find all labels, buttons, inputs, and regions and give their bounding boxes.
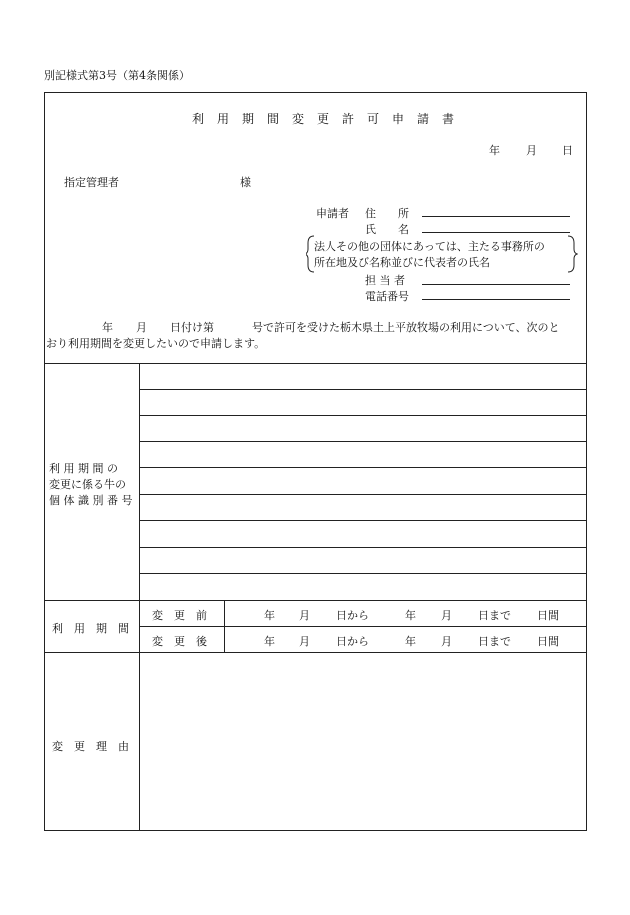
- period-after-label: 変 更 後: [152, 635, 207, 648]
- phone-field[interactable]: [422, 299, 570, 300]
- addressee-label: 指定管理者: [64, 176, 119, 189]
- period-after-days: 日間: [537, 635, 559, 648]
- corp-note-line1: 法人その他の団体にあっては、主たる事務所の: [314, 240, 545, 253]
- period-after-month: 月: [299, 635, 310, 648]
- period-before-month: 月: [299, 609, 310, 622]
- body-line2: おり利用期間を変更したいので申請します。: [46, 337, 266, 350]
- body-dated-no: 日付け第: [170, 321, 214, 334]
- period-before-year: 年: [264, 609, 275, 622]
- cattle-id-cell[interactable]: [140, 468, 586, 493]
- body-year: 年: [102, 321, 113, 334]
- cattle-label-line1: 利 用 期 間 の: [49, 462, 118, 475]
- period-before-until: 日まで: [478, 609, 511, 622]
- name-label: 氏 名: [365, 223, 409, 236]
- date-day: 日: [562, 144, 573, 157]
- form-number-label: 別記様式第3号（第4条関係）: [44, 69, 190, 82]
- cattle-label-line2: 変更に係る牛の: [49, 478, 126, 491]
- cattle-id-cell[interactable]: [140, 416, 586, 441]
- date-month: 月: [526, 144, 537, 157]
- divider: [44, 600, 587, 601]
- corp-note-line2: 所在地及び名称並びに代表者の氏名: [314, 256, 490, 269]
- period-before-days: 日間: [537, 609, 559, 622]
- applicant-label: 申請者: [316, 207, 349, 220]
- body-line1: 号で許可を受けた栃木県土上平放牧場の利用について、次のと: [252, 321, 560, 334]
- period-after-until: 日まで: [478, 635, 511, 648]
- cattle-id-cell[interactable]: [140, 574, 586, 599]
- cattle-label-line3: 個 体 識 別 番 号: [49, 494, 133, 507]
- contact-person-field[interactable]: [422, 284, 570, 285]
- date-year: 年: [489, 144, 500, 157]
- period-before-from: 日から: [336, 609, 369, 622]
- body-month: 月: [136, 321, 147, 334]
- cattle-id-cell[interactable]: [140, 442, 586, 467]
- period-before-label: 変 更 前: [152, 609, 207, 622]
- addressee-honorific: 様: [240, 176, 251, 189]
- period-after-year2: 年: [405, 635, 416, 648]
- period-before-year2: 年: [405, 609, 416, 622]
- address-field[interactable]: [422, 216, 570, 217]
- cattle-id-cell[interactable]: [140, 521, 586, 546]
- cattle-id-cell[interactable]: [140, 390, 586, 415]
- cattle-id-cell[interactable]: [140, 364, 586, 389]
- period-before-month2: 月: [441, 609, 452, 622]
- period-label: 利 用 期 間: [52, 622, 129, 635]
- reason-label: 変 更 理 由: [52, 740, 129, 753]
- cattle-id-cell[interactable]: [140, 548, 586, 573]
- form-title: 利 用 期 間 変 更 許 可 申 請 書: [192, 112, 455, 126]
- period-after-year: 年: [264, 635, 275, 648]
- column-divider: [224, 600, 225, 652]
- reason-field[interactable]: [140, 653, 586, 830]
- contact-person-label: 担 当 者: [365, 274, 405, 287]
- divider: [139, 626, 587, 627]
- period-after-from: 日から: [336, 635, 369, 648]
- name-field[interactable]: [422, 232, 570, 233]
- address-label: 住 所: [365, 207, 409, 220]
- phone-label: 電話番号: [365, 290, 409, 303]
- period-after-month2: 月: [441, 635, 452, 648]
- cattle-id-cell[interactable]: [140, 495, 586, 520]
